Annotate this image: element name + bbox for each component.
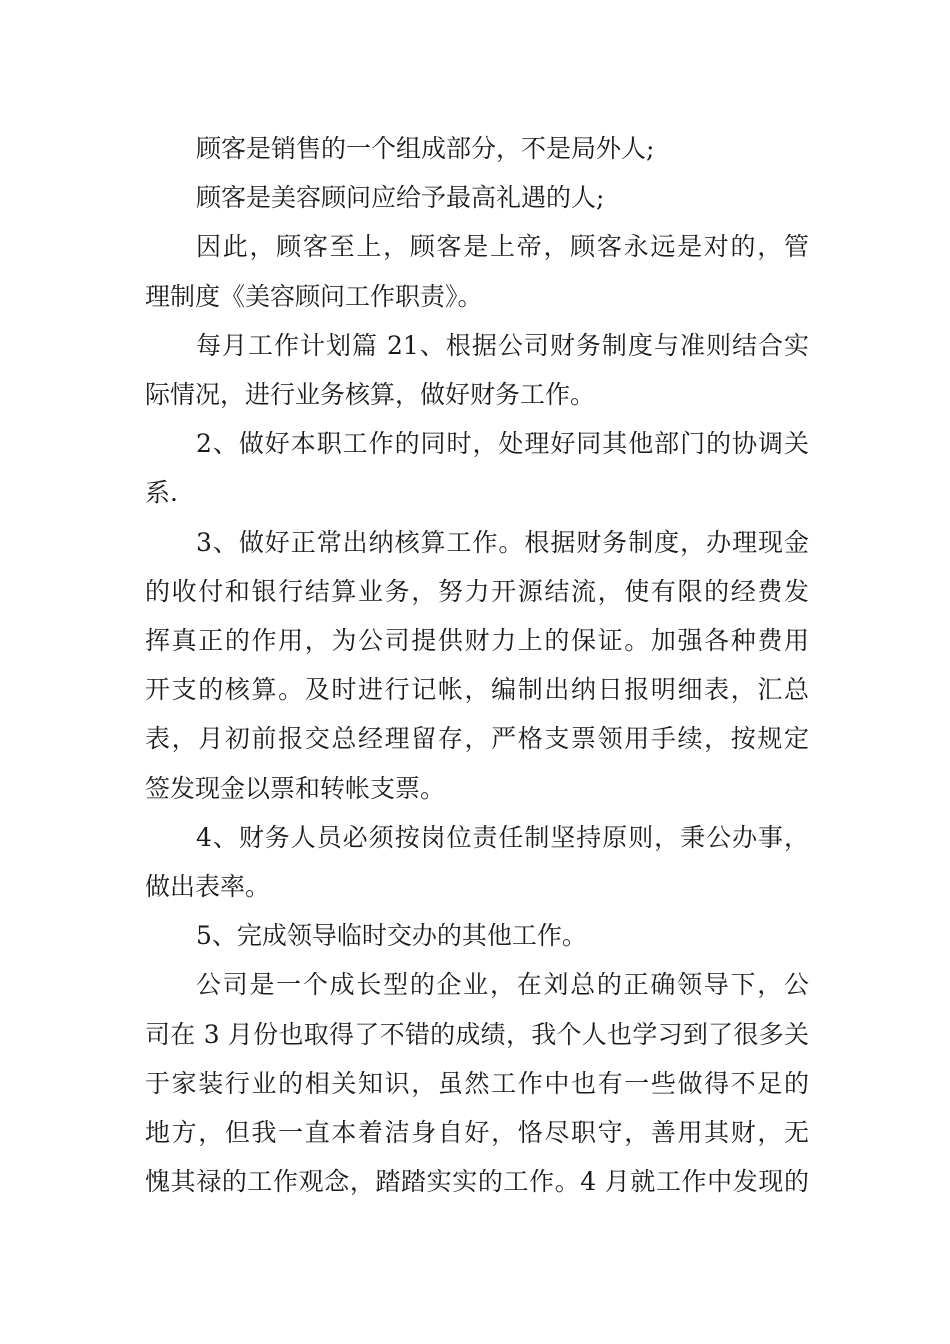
paragraph-item-3 (145, 518, 809, 813)
text-line: 于家装行业的相关知识，虽然工作中也有一些做得不足的 (145, 1068, 809, 1098)
text-line: 司在 3 月份也取得了不错的成绩，我个人也学习到了很多关 (145, 1019, 809, 1049)
text-line: 顾客是美容顾问应给予最高礼遇的人; (196, 183, 605, 213)
text-line: 做出表率。 (145, 872, 271, 902)
text-line: 系. (145, 478, 178, 508)
text-line: 签发现金以票和转帐支票。 (145, 773, 446, 803)
text-line: 4、财务人员必须按岗位责任制坚持原则，秉公办事， (196, 822, 809, 852)
text-line: 顾客是销售的一个组成部分，不是局外人; (196, 134, 655, 163)
paragraph-item-2 (145, 419, 809, 517)
paragraph-customer-part (145, 124, 809, 173)
text-line: 5、完成领导临时交办的其他工作。 (196, 921, 587, 951)
text-line: 因此，顾客至上，顾客是上帝，顾客永远是对的，管 (196, 232, 809, 262)
paragraph-monthly-plan-item-1 (145, 321, 809, 419)
text-line: 公司是一个成长型的企业，在刘总的正确领导下，公 (196, 970, 809, 1000)
paragraph-item-5 (145, 911, 809, 960)
text-line: 的收付和银行结算业务，努力开源结流，使有限的经费发 (145, 576, 809, 606)
paragraph-item-4 (145, 813, 809, 911)
text-line: 地方，但我一直本着洁身自好，恪尽职守，善用其财，无 (145, 1118, 809, 1148)
text-line: 开支的核算。及时进行记帐，编制出纳日报明细表，汇总 (145, 675, 809, 705)
paragraph-company-growth (145, 960, 809, 1206)
text-line: 理制度《美容顾问工作职责》。 (145, 281, 483, 311)
text-line: 际情况，进行业务核算，做好财务工作。 (145, 380, 596, 410)
text-line: 挥真正的作用，为公司提供财力上的保证。加强各种费用 (145, 626, 809, 656)
document-body (145, 124, 809, 1206)
text-line: 3、做好正常出纳核算工作。根据财务制度，办理现金 (196, 527, 809, 557)
text-line: 2、做好本职工作的同时，处理好同其他部门的协调关 (196, 429, 809, 459)
text-line: 表，月初前报交总经理留存，严格支票领用手续，按规定 (145, 724, 809, 754)
paragraph-customer-first (145, 222, 809, 320)
text-line: 每月工作计划篇 21、根据公司财务制度与准则结合实 (196, 330, 809, 360)
text-line: 愧其禄的工作观念，踏踏实实的工作。4 月就工作中发现的 (145, 1167, 809, 1197)
paragraph-customer-respect (145, 173, 809, 222)
